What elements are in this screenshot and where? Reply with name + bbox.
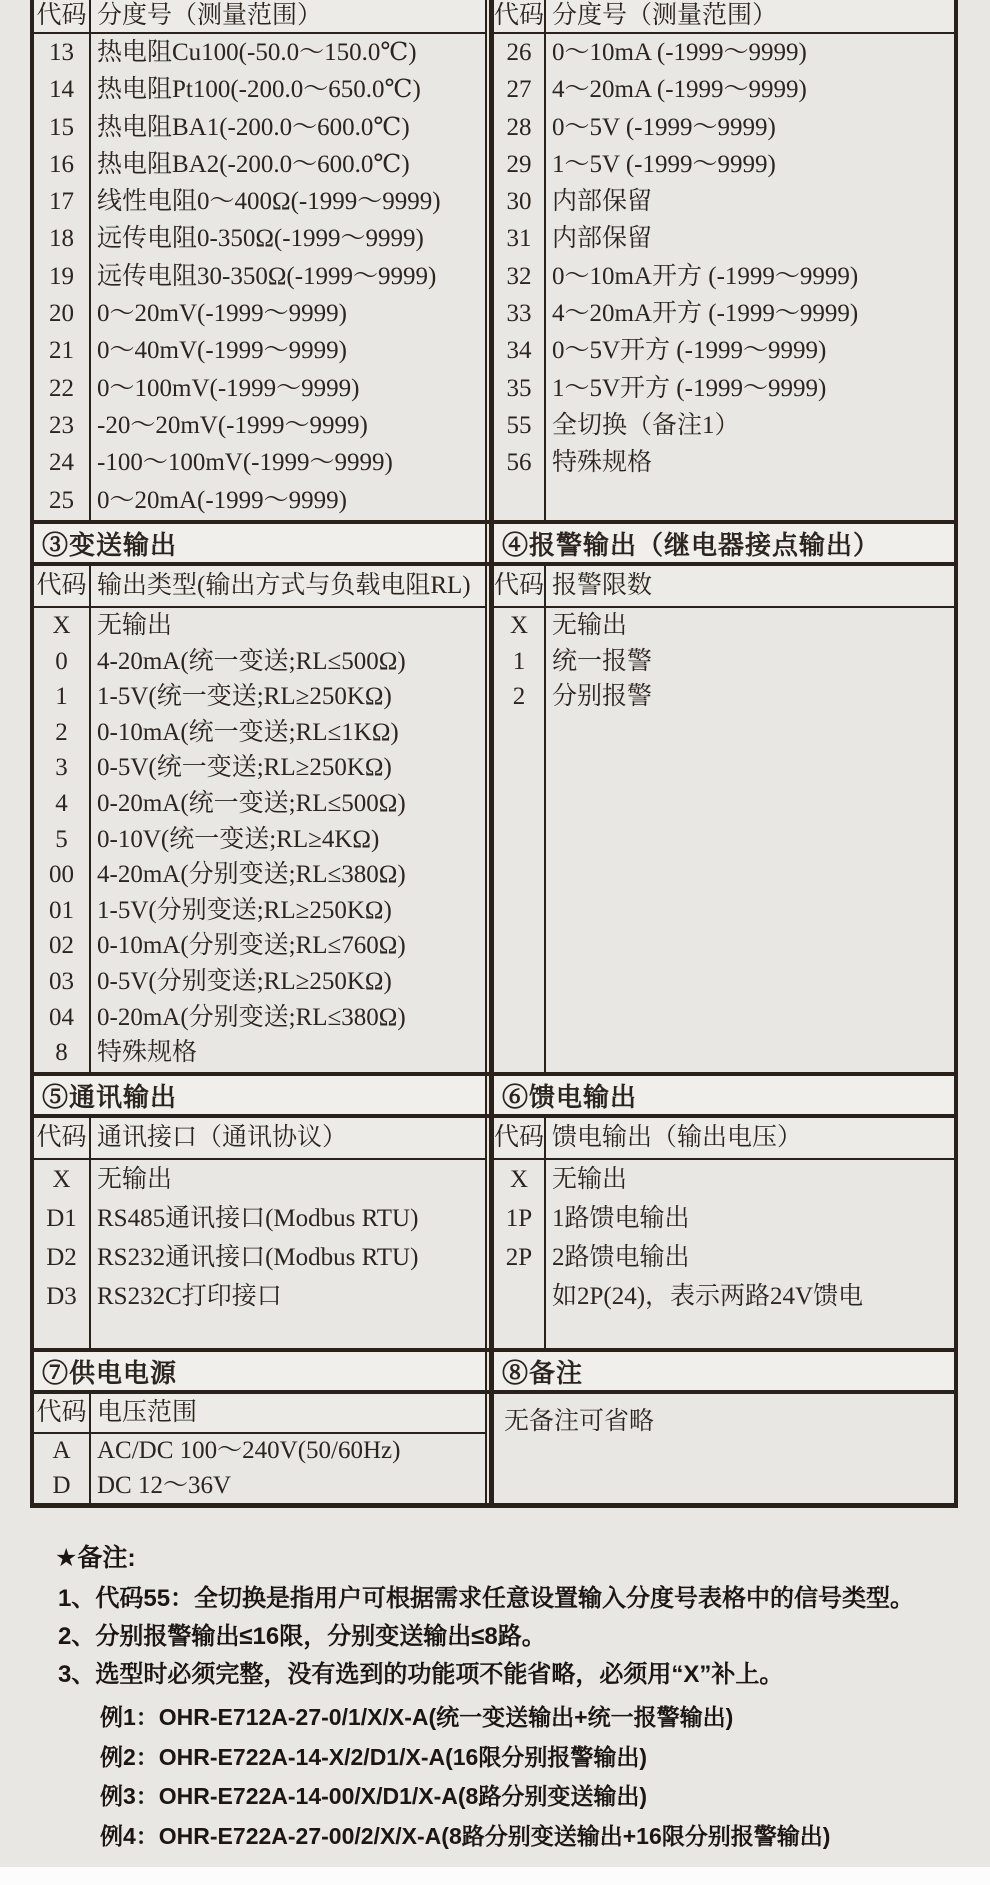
footnote-item: 2、分别报警输出≤16限，分别变送输出≤8路。: [58, 1623, 546, 1650]
interface-cell: RS485通讯接口(Modbus RTU): [97, 1205, 419, 1232]
code-header: 代码: [494, 1124, 545, 1151]
range-cell: 4～20mA开方 (-1999～9999): [552, 300, 859, 328]
range-cell: 0～40mV(-1999～9999): [97, 337, 347, 365]
table-row: [494, 146, 954, 183]
table-header: [34, 0, 485, 34]
code-cell: 19: [49, 262, 74, 290]
code-cell: 03: [49, 967, 74, 995]
code-cell: 2P: [505, 1244, 533, 1271]
range-cell: -20～20mV(-1999～9999): [97, 411, 368, 439]
table-row: [34, 258, 485, 295]
code-header: 代码: [36, 1399, 87, 1426]
code-cell: 14: [49, 76, 74, 104]
table-row: [34, 407, 485, 444]
range-cell: 热电阻Cu100(-50.0～150.0℃): [97, 39, 417, 66]
table-row: [494, 1160, 954, 1199]
section-band-3-4: [30, 520, 958, 566]
type-cell: 4-20mA(分别变送;RL≤380Ω): [97, 861, 406, 889]
table-row: [34, 679, 485, 715]
input-signal-table: [30, 0, 958, 520]
code-cell: 30: [506, 188, 532, 216]
voltage-cell: AC/DC 100～240V(50/60Hz): [97, 1437, 401, 1464]
table-row: [34, 34, 485, 71]
range-cell: 内部保留: [552, 188, 653, 216]
voltage-header: 电压范围: [97, 1399, 198, 1426]
input-signal-table-left: [34, 0, 485, 520]
table-row: [34, 715, 485, 751]
section7-title: ⑦供电电源: [42, 1358, 178, 1388]
range-cell: 0～20mV(-1999～9999): [97, 300, 347, 328]
table-row: [34, 220, 485, 257]
code-cell: 1: [512, 647, 526, 675]
code-cell: 4: [55, 789, 68, 817]
table-row: [494, 295, 954, 332]
range-header: 分度号（测量范围）: [552, 2, 778, 29]
transmit-output-table: [34, 566, 485, 1072]
code-cell: 3: [55, 754, 68, 782]
table-row: [34, 482, 485, 519]
table-header: [494, 1118, 954, 1160]
table-row: [494, 220, 954, 257]
interface-cell: RS232C打印接口: [97, 1283, 282, 1310]
type-cell: 0-10mA(分别变送;RL≤760Ω): [97, 932, 406, 960]
code-cell: [494, 1277, 544, 1316]
code-cell: X: [509, 612, 529, 639]
section-band-7-8: [30, 1348, 958, 1394]
feed-cell: 无输出: [552, 1166, 628, 1193]
code-header: 代码: [36, 2, 87, 29]
voltage-cell: DC 12～36V: [97, 1471, 232, 1499]
code-cell: 32: [506, 262, 532, 290]
range-cell: 4～20mA (-1999～9999): [552, 76, 807, 104]
table-header: [494, 0, 954, 34]
code-cell: 31: [506, 225, 532, 253]
code-cell: 18: [49, 225, 74, 253]
power-remark-tables: [30, 1394, 958, 1503]
ordering-example: 例3：OHR-E722A-14-00/X/D1/X-A(8路分别变送输出): [100, 1783, 648, 1809]
table-row: [34, 964, 485, 1000]
section8-title: ⑧备注: [502, 1358, 584, 1388]
table-row: [34, 822, 485, 858]
section-band-5-6: [30, 1072, 958, 1118]
code-cell: 01: [49, 896, 74, 924]
table-row: [34, 1434, 485, 1469]
code-cell: 1: [55, 683, 68, 711]
range-cell: 热电阻BA1(-200.0～600.0℃): [97, 113, 410, 141]
code-cell: 5: [55, 825, 68, 853]
table-row: [34, 444, 485, 481]
code-cell: 26: [506, 39, 532, 66]
input-signal-table-right: [494, 0, 954, 520]
code-cell: 17: [49, 188, 74, 216]
ordering-example: 例2：OHR-E722A-14-X/2/D1/X-A(16限分别报警输出): [100, 1743, 648, 1770]
type-header: 输出类型(输出方式与负载电阻RL): [97, 572, 471, 599]
table-header: [34, 566, 485, 608]
table-row: [34, 71, 485, 108]
table-header: [34, 1118, 485, 1160]
table-row: [34, 644, 485, 680]
range-cell: 特殊规格: [552, 449, 653, 477]
type-cell: 特殊规格: [97, 1039, 198, 1067]
table-row: [494, 370, 954, 407]
comm-feed-tables: [30, 1118, 958, 1348]
table-row: [34, 893, 485, 929]
code-cell: 23: [49, 411, 74, 439]
table-row: [34, 1160, 485, 1199]
range-header: 分度号（测量范围）: [97, 2, 323, 29]
range-cell: 0～5V (-1999～9999): [552, 113, 776, 141]
type-cell: 1-5V(分别变送;RL≥250KΩ): [97, 896, 392, 924]
code-header: 代码: [36, 572, 87, 599]
table-row: [34, 1199, 485, 1238]
code-cell: 33: [506, 300, 532, 328]
range-cell: 0～10mA (-1999～9999): [552, 39, 807, 66]
table-row: [494, 1277, 954, 1316]
transmit-alarm-tables: [30, 566, 958, 1072]
code-cell: D1: [46, 1205, 77, 1232]
alarm-output-table: [494, 566, 954, 1072]
table-row: [494, 679, 954, 715]
footnotes-title: ★备注:: [55, 1544, 136, 1572]
footnotes: [0, 1538, 990, 1856]
remark-cell: [494, 1394, 954, 1503]
limit-cell: 分别报警: [552, 683, 653, 711]
code-cell: 20: [49, 300, 74, 328]
table-row: [34, 1238, 485, 1277]
code-cell: 16: [49, 150, 74, 178]
ordering-example: 例1：OHR-E712A-27-0/1/X/X-A(统一变送输出+统一报警输出): [100, 1704, 734, 1730]
table-row: [494, 71, 954, 108]
table-row: [494, 644, 954, 680]
code-cell: 28: [506, 113, 532, 141]
interface-header: 通讯接口（通讯协议）: [97, 1124, 348, 1151]
type-cell: 0-5V(分别变送;RL≥250KΩ): [97, 967, 392, 995]
code-cell: 56: [506, 449, 532, 477]
table-row: [34, 1277, 485, 1316]
range-cell: 热电阻Pt100(-200.0～650.0℃): [97, 76, 421, 104]
type-cell: 0-5V(统一变送;RL≥250KΩ): [97, 754, 392, 782]
code-cell: 55: [506, 411, 532, 439]
code-cell: X: [509, 1166, 529, 1193]
type-cell: 0-10V(统一变送;RL≥4KΩ): [97, 825, 380, 853]
range-cell: 全切换（备注1）: [552, 411, 740, 439]
range-cell: 0～20mA(-1999～9999): [97, 486, 347, 514]
table-row: [494, 258, 954, 295]
table-row: [494, 109, 954, 146]
footnote-item: 3、选型时必须完整，没有选到的功能项不能省略，必须用“X”补上。: [58, 1661, 784, 1688]
table-row: [34, 183, 485, 220]
range-cell: 内部保留: [552, 225, 653, 253]
feed-cell: 1路馈电输出: [552, 1205, 690, 1232]
limit-cell: 无输出: [552, 612, 628, 639]
table-row: [494, 608, 954, 644]
table-row: [34, 608, 485, 644]
code-cell: 2: [512, 683, 526, 711]
type-cell: 4-20mA(统一变送;RL≤500Ω): [97, 647, 406, 675]
type-cell: 1-5V(统一变送;RL≥250KΩ): [97, 683, 392, 711]
table-header: [34, 1394, 485, 1434]
type-cell: 0-10mA(统一变送;RL≤1KΩ): [97, 718, 399, 746]
code-cell: D3: [46, 1283, 77, 1310]
table-row: [34, 146, 485, 183]
table-row: [34, 786, 485, 822]
table-row: [494, 332, 954, 369]
table-row: [34, 857, 485, 893]
remark-text: 无备注可省略: [504, 1408, 655, 1435]
range-cell: 远传电阻0-350Ω(-1999～9999): [97, 225, 424, 253]
section4-title: ④报警输出（继电器接点输出）: [502, 530, 881, 560]
code-cell: 27: [506, 76, 532, 104]
code-cell: 22: [49, 374, 74, 402]
code-cell: 0: [55, 647, 68, 675]
feed-header: 馈电输出（输出电压）: [552, 1124, 803, 1151]
table-row: [34, 332, 485, 369]
table-row: [494, 34, 954, 71]
code-cell: X: [52, 612, 71, 639]
code-cell: 21: [49, 337, 74, 365]
range-cell: 远传电阻30-350Ω(-1999～9999): [97, 262, 437, 290]
code-cell: D: [52, 1471, 71, 1499]
range-cell: 0～10mA开方 (-1999～9999): [552, 262, 859, 290]
code-cell: 04: [49, 1003, 74, 1031]
code-header: 代码: [36, 1124, 87, 1151]
range-cell: 1～5V (-1999～9999): [552, 150, 776, 178]
table-row: [494, 1199, 954, 1238]
code-cell: 34: [506, 337, 532, 365]
table-row: [34, 928, 485, 964]
table-row: [494, 444, 954, 481]
interface-cell: RS232通讯接口(Modbus RTU): [97, 1244, 419, 1271]
limit-header: 报警限数: [552, 572, 653, 599]
code-cell: A: [52, 1437, 71, 1464]
footnote-item: 1、代码55：全切换是指用户可根据需求任意设置输入分度号表格中的信号类型。: [58, 1585, 915, 1612]
range-cell: 1～5V开方 (-1999～9999): [552, 374, 827, 402]
bottom-strip: [0, 1867, 990, 1885]
table-row: [34, 109, 485, 146]
section3-title: ③变送输出: [42, 530, 178, 560]
comm-output-table: [34, 1118, 485, 1348]
code-cell: 8: [55, 1039, 68, 1067]
table-row: [494, 1238, 954, 1277]
type-cell: 无输出: [97, 612, 173, 639]
table-row: [34, 370, 485, 407]
range-cell: 0～100mV(-1999～9999): [97, 374, 360, 402]
code-cell: 2: [55, 718, 68, 746]
code-cell: 29: [506, 150, 532, 178]
range-cell: 0～5V开方 (-1999～9999): [552, 337, 827, 365]
power-supply-table: [34, 1394, 485, 1503]
range-cell: 热电阻BA2(-200.0～600.0℃): [97, 150, 410, 178]
code-cell: 02: [49, 932, 74, 960]
table-row: [494, 183, 954, 220]
range-cell: 线性电阻0～400Ω(-1999～9999): [97, 188, 441, 216]
table-row: [34, 1469, 485, 1504]
code-cell: 15: [49, 113, 74, 141]
table-row: [34, 295, 485, 332]
range-cell: -100～100mV(-1999～9999): [97, 449, 393, 477]
type-cell: 0-20mA(分别变送;RL≤380Ω): [97, 1003, 406, 1031]
code-cell: 00: [49, 861, 74, 889]
feed-output-table: [494, 1118, 954, 1348]
code-cell: X: [52, 1166, 71, 1193]
code-cell: 1P: [505, 1205, 533, 1232]
table-row: [34, 750, 485, 786]
ordering-example: 例4：OHR-E722A-27-00/2/X/X-A(8路分别变送输出+16限分别报警输出): [100, 1822, 831, 1849]
code-cell: D2: [46, 1244, 77, 1271]
limit-cell: 统一报警: [552, 647, 653, 675]
code-cell: 13: [49, 39, 74, 66]
table-row: [494, 407, 954, 444]
code-header: 代码: [494, 572, 545, 599]
table-header: [494, 566, 954, 608]
code-header: 代码: [494, 2, 545, 29]
feed-cell: 2路馈电输出: [552, 1244, 690, 1271]
code-cell: 25: [49, 486, 74, 514]
table-row: [34, 1000, 485, 1036]
code-cell: 24: [49, 449, 74, 477]
feed-cell: 如2P(24)，表示两路24V馈电: [552, 1283, 864, 1310]
code-cell: 35: [506, 374, 532, 402]
table-row: [34, 1035, 485, 1071]
type-cell: 0-20mA(统一变送;RL≤500Ω): [97, 789, 406, 817]
interface-cell: 无输出: [97, 1166, 173, 1193]
section5-title: ⑤通讯输出: [42, 1082, 178, 1112]
section6-title: ⑥馈电输出: [502, 1082, 638, 1112]
model-selection-sheet: [30, 0, 958, 1508]
